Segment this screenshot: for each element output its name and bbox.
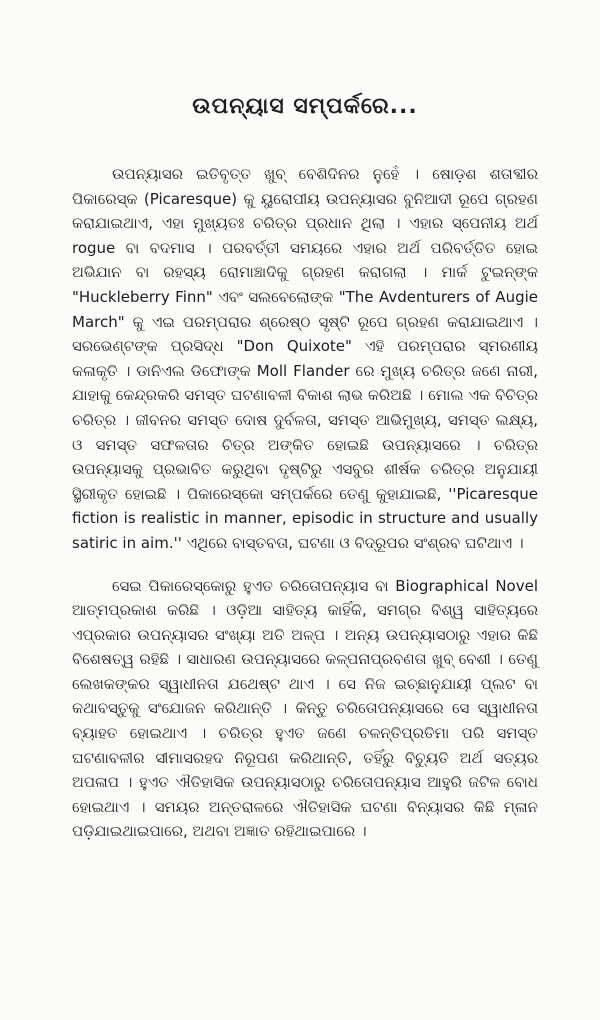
page-title: ଉପନ୍ୟାସ ସମ୍ପର୍କରେ... (192, 94, 418, 119)
body-paragraph-2: ସେଇ ପିକାରେସ୍କୋରୁ ହୁଏତ ଚରିତୋପନ୍ୟାସ ବା Biographical Novel ଆତ୍ମପ୍ରକାଶ କରିଛି । ଓଡ଼ିଆ ସାହିତ୍ୟ କାହିଁକି, ସମଗ୍ର ବିଶ୍ୱ ସାହିତ୍ୟରେ ଏପ୍ରକାର ଉପନ୍ୟାସର ସଂଖ୍ୟା ଅତି ଅଳ୍ପ । ଅନ୍ୟ ଉପନ୍ୟାସଠାରୁ ଏହାର କିଛି ବିଶେଷତ୍ୱ ରହିଛି । ସାଧାରଣ ଉପନ୍ୟାସରେ କଳ୍ପନାପ୍ରବଣତା ଖୁବ୍ ବେଶୀ । ତେଣୁ ଲେଖକଙ୍କର ସ୍ୱାଧୀନତା ଯଥେଷ୍ଟ ଥାଏ । ସେ ନିଜ ଇଚ୍ଛାନୁଯାୟୀ ପ୍ଲଟ ବା କଥାବସ୍ତୁକୁ ସଂଯୋଜନ କରିଥାନ୍ତି । କିନ୍ତୁ ଚରିତୋପନ୍ୟାସରେ ସେ ସ୍ୱାଧୀନତା ବ୍ୟାହତ ହୋଇଥାଏ । ଚରିତ୍ର ହୁଏତ ଜଣେ ଚଳନ୍ତିପ୍ରତିମା ପରି ସମସ୍ତ ଘଟଣାବଳୀର ସୀମାସରହଦ ନିରୂପଣ କରିଥାନ୍ତି, ତହିଁରୁ ବିଚ୍ୟୁତି ଅର୍ଥ ସତ୍ୟର ଅପଳାପ । ହୁଏତ ଐତିହାସିକ ଉପନ୍ୟାସଠାରୁ ଚରିତୋପନ୍ୟାସ ଆହୁରି ଜଟିଳ ବୋଧ ହୋଇଥାଏ । ସମୟର ଅନ୍ତରାଳରେ ଐତିହାସିକ ଘଟଣା ବିନ୍ୟାସର କିଛି ମ୍ଳାନ ପଡ଼ିଯାଇଥାଇପାରେ, ଅଥବା ଅଜ୍ଞାତ ରହିଥାଇପାରେ । (72, 576, 538, 841)
body-paragraph-1: ଉପନ୍ୟାସର ଇତିବୃତ୍ତ ଖୁବ୍ ବେଶିଦିନର ନୁହେଁ । ଷୋଡ଼ଶ ଶତାବ୍ଦୀର ପିକାରେସ୍କ (Picaresque) କୁ ୟୁରୋପୀୟ ଉପନ୍ୟାସର ବୁନିଆଦୀ ରୂପେ ଗ୍ରହଣ କରାଯାଇଥାଏ, ଏହା ମୁଖ୍ୟତଃ ଚରିତ୍ର ପ୍ରଧାନ ଥିଲା । ଏହାର ସ୍ପେନୀୟ ଅର୍ଥ rogue ବା ବଦମାସ । ପରବର୍ତ୍ତୀ ସମୟରେ ଏହାର ଅର୍ଥ ପରିବର୍ତ୍ତିତ ହୋଇ ଅଭିଯାନ ବା ରହସ୍ୟ ରୋମାଞ୍ଚାଦିକୁ ଗ୍ରହଣ କରାଗଲା । ମାର୍କ ଟୁଇନ୍‌ଙ୍କ "Huckleberry Finn" ଏବଂ ସଲବେଲୋଙ୍କ "The Avdenturers of Augie March" କୁ ଏଇ ପରମ୍ପରାର ଶ୍ରେଷ୍ଠ ସୃଷ୍ଟି ରୂପେ ଗ୍ରହଣ କରାଯାଇଥାଏ । ସରଭେଣ୍ଟଙ୍କ ପ୍ରସିଦ୍ଧ "Don Quixote" ଏହି ପରମ୍ପରାର ସ୍ମରଣୀୟ କଳାକୃତି । ଡାନିଏଲ ଡିଫୋଙ୍କ Moll Flander ରେ ମୁଖ୍ୟ ଚରିତ୍ର ଜଣେ ନାରୀ, ଯାହାକୁ କେନ୍ଦ୍ରକରି ସମସ୍ତ ଘଟଣାବଳୀ ବିକାଶ ଲାଭ କରିଅଛି । ମୋଲ ଏକ ବିଚିତ୍ର ଚରିତ୍ର । ଜୀବନର ସମସ୍ତ ଦୋଷ ଦୁର୍ବଳତା, ସମସ୍ତ ଆଭିମୁଖ୍ୟ, ସମସ୍ତ ଲକ୍ଷ୍ୟ, ଓ ସମସ୍ତ ସଫଳତାର ଚିତ୍ର ଅଙ୍କିତ ହୋଇଛି ଉପନ୍ୟାସରେ । ଚରିତ୍ର ଉପନ୍ୟାସକୁ ପ୍ରଭାବିତ କରୁଥିବା ଦୃଷ୍ଟିରୁ ଏସବୁର ଶୀର୍ଷକ ଚରିତ୍ର ଅନୁଯାୟୀ ସ୍ଥିରୀକୃତ ହୋଇଛି । ପିକାରେସ୍କୋ ସମ୍ପର୍କରେ ତେଣୁ କୁହାଯାଇଛି, ''Picaresque fiction is realistic in manner, episodic in structure and usually satiric in aim.'' ଏଥିରେ ବାସ୍ତବତା, ଘଟଣା ଓ ବିଦ୍ରୂପର ସଂଶ୍ରବ ଘଟିଥାଏ । (72, 165, 538, 552)
